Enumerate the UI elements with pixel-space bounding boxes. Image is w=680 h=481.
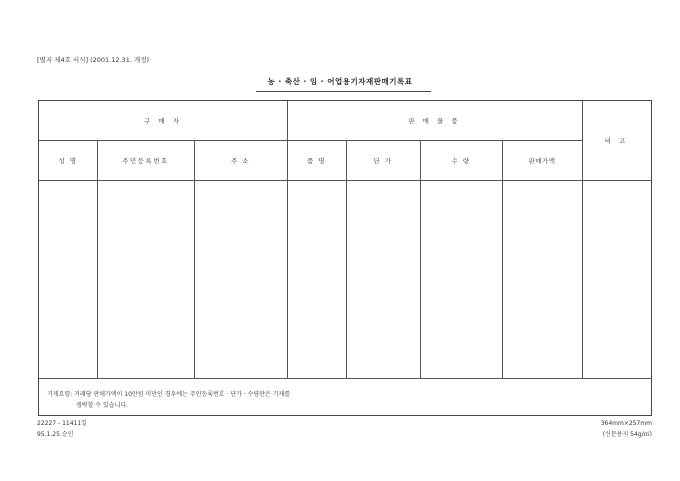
col-address: 주 소 — [230, 156, 251, 165]
instructions-line-2: 생략할 수 있습니다. — [76, 402, 129, 409]
remarks-header: 비 고 — [604, 137, 629, 145]
form-code: 22227 - 11411일 — [37, 420, 87, 427]
col-name: 성 명 — [58, 156, 78, 165]
instructions-note — [47, 389, 290, 411]
instructions-line-1: 기재요령: 거래당 판매가액이 10만원 미만인 경우에는 주민등록번호 · 단가 · 수량란은 기재를 — [47, 391, 291, 398]
form-title: 농 · 축산 · 임 · 어업용기자재판매기록표 — [267, 77, 413, 86]
footer-right — [601, 418, 652, 440]
footer-left — [37, 418, 87, 440]
col-item-name: 품 명 — [306, 156, 327, 165]
paper-type: (신문용지 54g/㎡) — [602, 431, 652, 438]
paper-size: 364mm×257mm — [600, 420, 652, 427]
buyer-group-header: 구 매 자 — [144, 117, 182, 125]
column-header-divider — [39, 180, 651, 181]
col-unit-price: 단 가 — [373, 156, 393, 165]
col-sale-amount: 판매가액 — [528, 156, 556, 165]
form-header: [별지 제4호 서식] (2001.12.31. 개정) — [37, 56, 150, 64]
title-underline — [256, 91, 431, 92]
approval-date: 95.1.25.승인 — [37, 431, 74, 438]
goods-group-header: 판 매 물 품 — [408, 117, 461, 125]
col-resident-number: 주민등록번호 — [122, 156, 169, 165]
record-table — [38, 100, 652, 416]
notes-divider — [39, 378, 651, 379]
col-quantity: 수 량 — [451, 156, 471, 165]
